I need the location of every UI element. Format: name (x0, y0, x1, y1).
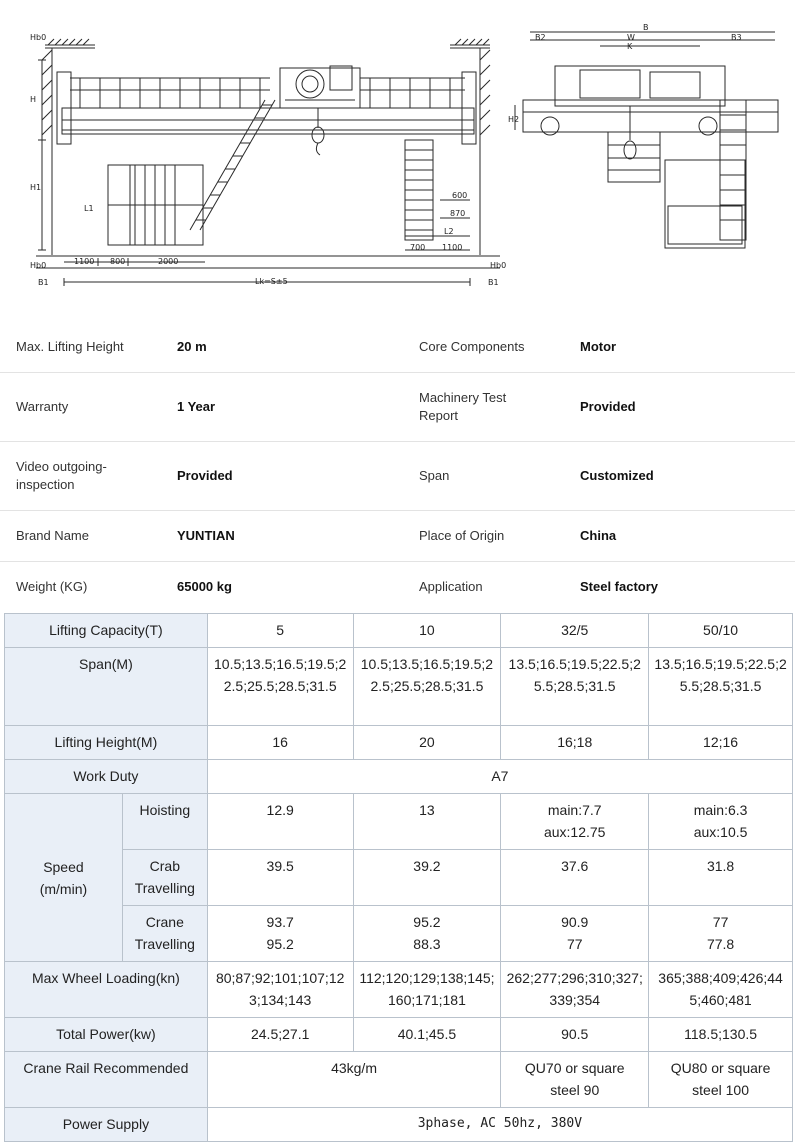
row-label-duty: Work Duty (5, 760, 208, 794)
table-cell: 13.5;16.5;19.5;22.5;25.5;28.5;31.5 (501, 648, 649, 726)
table-cell: QU70 or square steel 90 (501, 1052, 649, 1108)
attribute-key: Warranty (16, 399, 69, 414)
attribute-row (0, 511, 795, 562)
table-row (5, 1052, 793, 1108)
table-cell: 31.8 (649, 850, 793, 906)
attribute-key: Max. Lifting Height (16, 339, 124, 354)
attribute-row (0, 442, 795, 511)
table-cell: main:7.7 aux:12.75 (501, 794, 649, 850)
table-row (5, 726, 793, 760)
table-cell: 16 (207, 726, 353, 760)
table-row (5, 906, 793, 962)
row-label-supply: Power Supply (5, 1108, 208, 1142)
table-cell: 112;120;129;138;145;160;171;181 (353, 962, 501, 1018)
label-hb0-top: Hb0 (30, 33, 47, 42)
label-w: W (627, 33, 635, 42)
attribute-value: Provided (580, 399, 636, 414)
label-1100-right: 1100 (442, 243, 463, 252)
attribute-key: Application (419, 579, 483, 594)
attribute-value: 1 Year (177, 399, 216, 414)
row-label-height: Lifting Height(M) (5, 726, 208, 760)
label-b3: B3 (731, 33, 742, 42)
table-cell: 365;388;409;426;445;460;481 (649, 962, 793, 1018)
table-cell: 37.6 (501, 850, 649, 906)
table-row (5, 1018, 793, 1052)
table-cell: 32/5 (501, 614, 649, 648)
table-cell: 77 77.8 (649, 906, 793, 962)
table-cell: 43kg/m (207, 1052, 501, 1108)
row-label-speed: Speed (m/min) (5, 794, 123, 962)
table-cell: 10.5;13.5;16.5;19.5;22.5;25.5;28.5;31.5 (353, 648, 501, 726)
crane-drawing (0, 0, 795, 320)
table-cell: 50/10 (649, 614, 793, 648)
table-row (5, 850, 793, 906)
row-label-wheel: Max Wheel Loading(kn) (5, 962, 208, 1018)
label-800: 800 (110, 257, 126, 266)
attribute-row (0, 322, 795, 373)
table-cell: 90.5 (501, 1018, 649, 1052)
row-label-power: Total Power(kw) (5, 1018, 208, 1052)
attribute-value: 20 m (177, 339, 207, 354)
table-cell: 40.1;45.5 (353, 1018, 501, 1052)
label-b1-right: B1 (488, 278, 499, 287)
table-cell: 39.5 (207, 850, 353, 906)
label-870: 870 (450, 209, 466, 218)
table-cell: A7 (207, 760, 792, 794)
label-700: 700 (410, 243, 426, 252)
table-row (5, 614, 793, 648)
table-cell: 95.2 88.3 (353, 906, 501, 962)
table-row (5, 648, 793, 726)
attribute-value: China (580, 528, 617, 543)
table-cell: 39.2 (353, 850, 501, 906)
row-label-crane: Crane Travelling (122, 906, 207, 962)
attribute-key: Video outgoing-inspection (16, 459, 107, 492)
table-cell: 90.9 77 (501, 906, 649, 962)
attribute-key: Machinery Test Report (419, 390, 507, 423)
label-600: 600 (452, 191, 468, 200)
attribute-value: Provided (177, 468, 233, 483)
table-row (5, 794, 793, 850)
attribute-key: Core Components (419, 339, 525, 354)
attribute-key: Span (419, 468, 450, 483)
table-cell: 80;87;92;101;107;123;134;143 (207, 962, 353, 1018)
attribute-key: Brand Name (16, 528, 89, 543)
label-span: Lk=S±5 (255, 277, 288, 286)
table-cell: 3phase, AC 50hz, 380V (207, 1108, 792, 1142)
table-row (5, 760, 793, 794)
table-cell: main:6.3 aux:10.5 (649, 794, 793, 850)
label-hb0-bottom: Hb0 (30, 261, 47, 270)
table-cell: 118.5;130.5 (649, 1018, 793, 1052)
row-label-span: Span(M) (5, 648, 208, 726)
attribute-key: Place of Origin (419, 528, 505, 543)
table-row (5, 1108, 793, 1142)
table-cell: 12.9 (207, 794, 353, 850)
table-cell: 10.5;13.5;16.5;19.5;22.5;25.5;28.5;31.5 (207, 648, 353, 726)
row-label-crab: Crab Travelling (122, 850, 207, 906)
label-b1-left: B1 (38, 278, 49, 287)
row-label-hoisting: Hoisting (122, 794, 207, 850)
label-h1: H1 (30, 183, 42, 192)
attribute-row (0, 562, 795, 612)
table-cell: 12;16 (649, 726, 793, 760)
label-l2: L2 (444, 227, 454, 236)
attribute-value: 65000 kg (177, 579, 232, 594)
table-cell: 24.5;27.1 (207, 1018, 353, 1052)
label-2000: 2000 (158, 257, 179, 266)
label-1100-left: 1100 (74, 257, 95, 266)
label-h: H (30, 95, 37, 104)
attribute-value: YUNTIAN (177, 528, 235, 543)
crane-schematic (0, 0, 795, 320)
label-hb0-right: Hb0 (490, 261, 507, 270)
label-b: B (643, 23, 649, 32)
table-cell: 13.5;16.5;19.5;22.5;25.5;28.5;31.5 (649, 648, 793, 726)
row-label-rail: Crane Rail Recommended (5, 1052, 208, 1108)
table-cell: 10 (353, 614, 501, 648)
attribute-row (0, 373, 795, 442)
spec-table (4, 613, 793, 1142)
attributes-table (0, 322, 795, 612)
table-cell: 262;277;296;310;327;339;354 (501, 962, 649, 1018)
label-k: K (627, 42, 633, 51)
table-cell: 5 (207, 614, 353, 648)
label-l1: L1 (84, 204, 94, 213)
table-cell: 13 (353, 794, 501, 850)
table-cell: QU80 or square steel 100 (649, 1052, 793, 1108)
label-h2: H2 (508, 115, 520, 124)
table-row (5, 962, 793, 1018)
label-b2: B2 (535, 33, 546, 42)
attribute-value: Motor (580, 339, 617, 354)
attribute-value: Customized (580, 468, 654, 483)
attribute-key: Weight (KG) (16, 579, 88, 594)
row-label-capacity: Lifting Capacity(T) (5, 614, 208, 648)
table-cell: 16;18 (501, 726, 649, 760)
table-cell: 93.7 95.2 (207, 906, 353, 962)
table-cell: 20 (353, 726, 501, 760)
attribute-value: Steel factory (580, 579, 659, 594)
